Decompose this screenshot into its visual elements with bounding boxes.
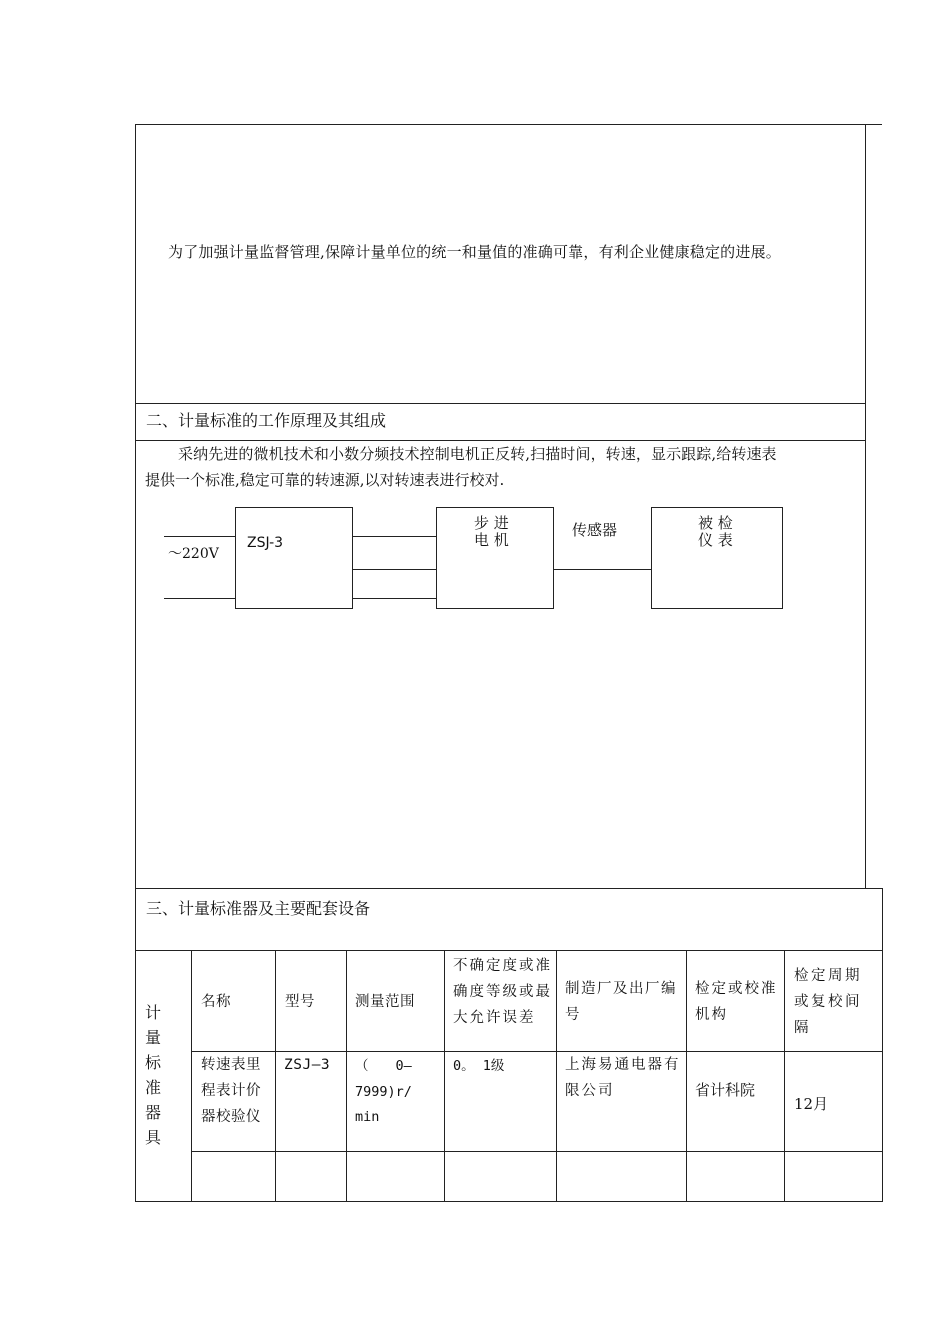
power-label: ～220V (168, 546, 219, 562)
cell-range-line3: min (355, 1109, 380, 1125)
cell-range-line2: 7999)r/ (355, 1084, 412, 1100)
cell-agency: 省计科院 (695, 1081, 756, 1099)
dut-label-line1: 被 检 (698, 514, 733, 532)
cell-range-line1: （ 0— (355, 1058, 412, 1074)
cell-name: 转速表里程表计价器校验仪 (201, 1057, 261, 1125)
section3-heading: 三、计量标准器及主要配套设备 (146, 899, 371, 918)
purpose-text: 为了加强计量监督管理,保障计量单位的统一和量值的准确可靠，有利企业健康稳定的进展。 (168, 243, 781, 261)
col-header-manufacturer: 制造厂及出厂编号 (565, 981, 677, 1023)
power-line-bottom (164, 598, 235, 599)
side-char: 准 (145, 1078, 162, 1097)
col-header-period: 检定周期或复校间隔 (794, 968, 862, 1036)
cell-period: 12月 (794, 1095, 829, 1113)
controller-box (235, 507, 353, 609)
controller-label: ZSJ-3 (247, 535, 284, 551)
col-header-agency: 检定或校准机构 (695, 981, 778, 1023)
cell-accuracy: 0。 1级 (453, 1058, 505, 1074)
link-line-2 (352, 569, 436, 570)
motor-label-line1: 步 进 (474, 514, 509, 532)
side-char: 标 (145, 1053, 162, 1072)
side-char: 计 (145, 1003, 162, 1022)
link-line-1 (352, 536, 436, 537)
section2-description-line2: 提供一个标准,稳定可靠的转速源,以对转速表进行校对. (145, 471, 505, 489)
sensor-line (553, 569, 651, 570)
col-header-name: 名称 (201, 994, 231, 1010)
side-char: 量 (145, 1028, 162, 1047)
sensor-label: 传感器 (572, 521, 618, 539)
side-char: 器 (145, 1103, 162, 1122)
cell-model: ZSJ—3 (284, 1057, 331, 1073)
col-header-range: 测量范围 (355, 994, 415, 1010)
power-line-top (164, 536, 235, 537)
section2-heading: 二、计量标准的工作原理及其组成 (146, 411, 387, 430)
side-char: 具 (145, 1128, 162, 1147)
link-line-3 (352, 598, 436, 599)
motor-label-line2: 电 机 (474, 531, 509, 549)
col-header-model: 型号 (285, 994, 315, 1010)
section2-description-line1: 采纳先进的微机技术和小数分频技术控制电机正反转,扫描时间，转速，显示跟踪,给转速表 (178, 445, 777, 463)
dut-label-line2: 仪 表 (698, 531, 733, 549)
col-header-accuracy: 不确定度或准确度等级或最大允许误差 (453, 958, 552, 1026)
cell-manufacturer: 上海易通电器有限公司 (565, 1057, 681, 1099)
